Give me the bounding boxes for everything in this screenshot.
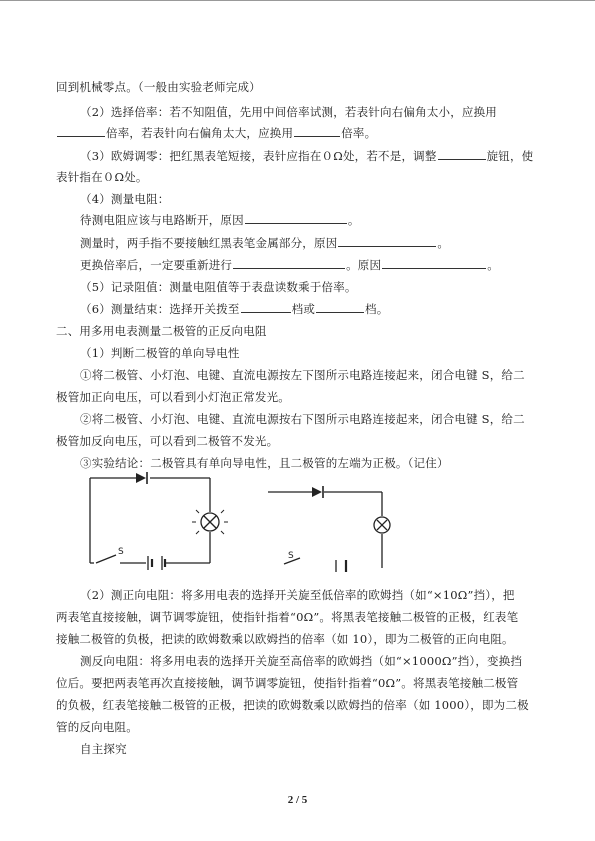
- fill-blank: [438, 149, 486, 160]
- fill-blank: [316, 302, 364, 313]
- text-line: 回到机械零点。（一般由实验老师完成）: [56, 80, 261, 94]
- text-line: 管的反向电阻。: [56, 720, 138, 734]
- section-heading: 二、用多用电表测量二极管的正反向电阻: [56, 324, 267, 338]
- text-line: 测反向电阻：将多用电表的选择开关旋至高倍率的欧姆挡（如“×1000Ω”挡），变换挡: [80, 654, 523, 668]
- fill-blank: [241, 302, 291, 313]
- page-number: 2 / 5: [287, 794, 308, 806]
- text-line: 两表笔直接接触，调节调零旋钮，使指针指着“0Ω”。将黑表笔接触二极管的正极，红表笔: [56, 610, 519, 624]
- fill-blank: [57, 126, 105, 137]
- fill-blank: [338, 236, 436, 247]
- fill-blank: [382, 258, 486, 269]
- text-line: 倍率，若表针向右偏角太大，应换用 倍率。: [56, 126, 376, 140]
- text-line: ②将二极管、小灯泡、电键、直流电源按右下图所示电路连接起来，闭合电键 S，给二: [80, 412, 525, 426]
- page-top-rule: [0, 0, 595, 1]
- diode-icon: [312, 486, 323, 498]
- diode-icon: [136, 472, 147, 484]
- text-line: 测量时，两手指不要接触红黑表笔金属部分，原因 。: [80, 236, 450, 250]
- text-line: 的负极，红表笔接触二极管的正极，把读的欧姆数乘以欧姆挡的倍率（如 1000），即为二极: [56, 698, 529, 712]
- switch-blade: [96, 555, 116, 563]
- text-line: 自主探究: [80, 742, 127, 756]
- reverse-bias-circuit-diagram: [262, 478, 402, 578]
- text-line: 更换倍率后，一定要重新进行 。原因 。: [80, 258, 499, 272]
- text-line: （1）判断二极管的单向导电性: [80, 346, 240, 360]
- switch-label: S: [118, 547, 124, 557]
- text-line: （5）记录阻值：测量电阻值等于表盘读数乘于倍率。: [80, 280, 357, 294]
- fill-blank: [233, 258, 345, 269]
- text-line: （4）测量电阻：: [80, 192, 170, 206]
- text-line: （2）测正向电阻：将多用电表的选择开关旋至低倍率的欧姆挡（如“×10Ω”挡），把: [80, 588, 515, 602]
- switch-label: S: [288, 551, 294, 561]
- text-line: （3）欧姆调零：把红黑表笔短接，表针应指在０Ω处，若不是，调整 旋钮，使: [80, 149, 534, 163]
- fill-blank: [245, 213, 347, 224]
- text-line: 位后。要把两表笔再次直接接触，调节调零旋钮，使指针指着“0Ω”。将黑表笔接触二极管: [56, 676, 519, 690]
- text-line: 待测电阻应该与电路断开，原因 。: [80, 213, 360, 227]
- text-line: （6）测量结束：选择开关拨至 档或 档。: [80, 302, 389, 316]
- forward-bias-circuit-diagram: [80, 470, 240, 580]
- text-line: 极管加反向电压，可以看到二极管不发光。: [56, 434, 279, 448]
- text-line: 极管加正向电压，可以看到小灯泡正常发光。: [56, 390, 290, 404]
- text-line: 表针指在０Ω处。: [56, 170, 148, 184]
- text-line: （2）选择倍率：若不知阻值，先用中间倍率试测，若表针向右偏角太小，应换用: [80, 105, 498, 119]
- text-line: ①将二极管、小灯泡、电键、直流电源按左下图所示电路连接起来，闭合电键 S，给二: [80, 368, 525, 382]
- text-line: ③实验结论：二极管具有单向导电性，且二极管的左端为正极。（记住）: [80, 456, 449, 470]
- fill-blank: [294, 126, 340, 137]
- text-line: 接触二极管的负极，把读的欧姆数乘以欧姆挡的倍率（如 10），即为二极管的正向电阻。: [56, 632, 514, 646]
